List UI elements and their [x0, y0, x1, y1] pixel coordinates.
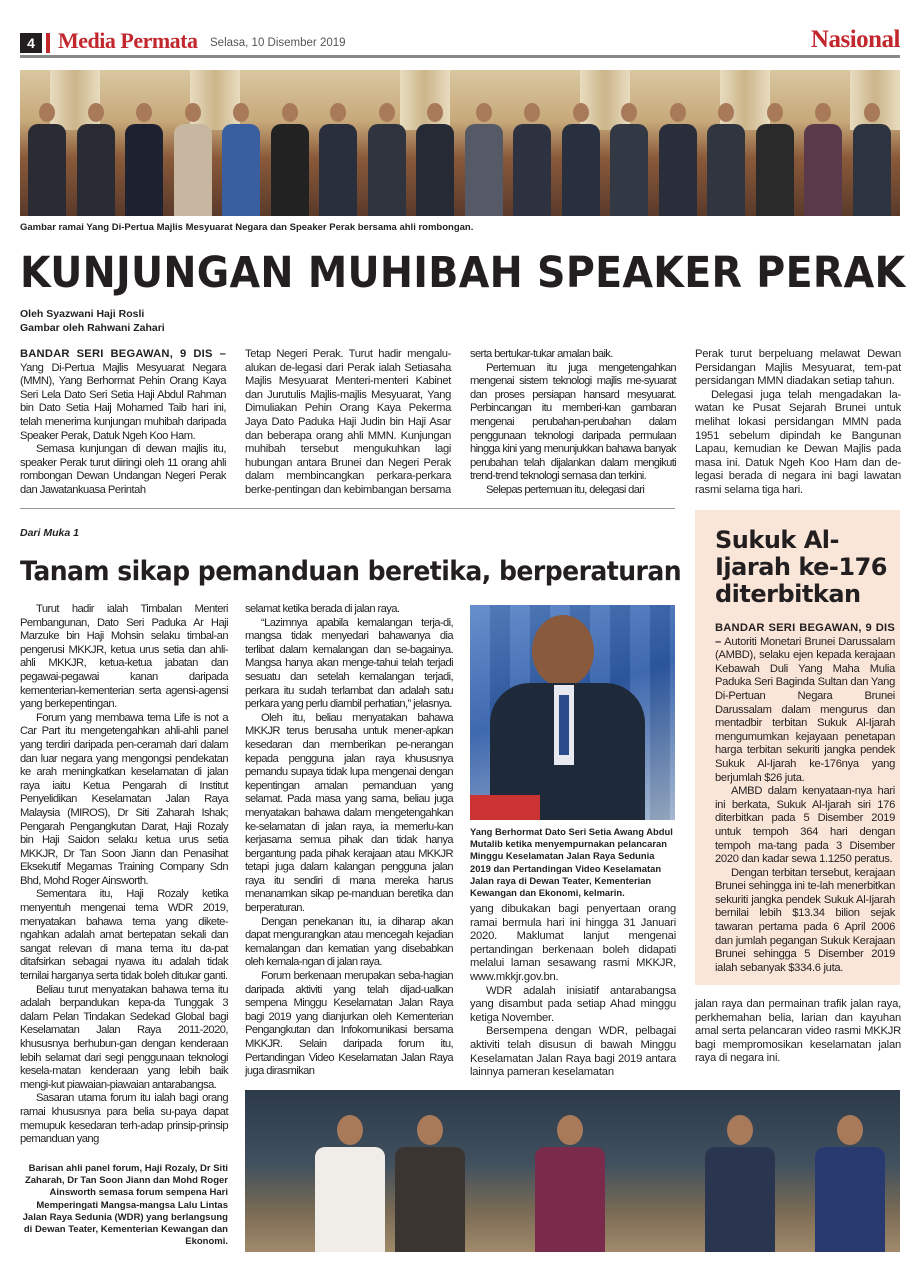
person-figure	[804, 103, 842, 216]
paragraph-text: Turut hadir ialah Timbalan Menteri Pembangunan, Dato Seri Paduka Ar Haji Marzuke bin Haji Mohsin selaku timbal-an pengerusi MKKJR, ketua urus setia dan ahli-ahli MKKJR, ketua-ketua jabatan dan pegawai-pegawai kanan daripada kementerian-kementerian serta agensi-agensi yang berkepentingan.	[20, 603, 228, 711]
byline	[20, 307, 165, 335]
paragraph	[695, 348, 901, 389]
person-figure	[513, 103, 551, 216]
paragraph-text: Sasaran utama forum itu ialah bagi orang ramai khususnya para belia su-paya dapat memupuk kesedaran terh-adap prinsip-prinsip pemanduan yang	[20, 1092, 228, 1146]
paragraph-text: WDR adalah inisiatif antarabangsa yang disambut pada setiap Ahad minggu ketiga November.	[470, 984, 676, 1024]
dateline: BANDAR SERI BEGAWAN, 9 DIS –	[715, 622, 895, 648]
paragraph	[715, 785, 895, 867]
paragraph-text: serta bertukar-tukar amalan baik.	[470, 348, 613, 360]
speaker-photo	[470, 605, 675, 820]
paragraph-text: Delegasi juga telah mengadakan la-watan ke Pusat Sejarah Brunei untuk melihat lokasi persidangan MMN pada 1951 sebelum dipindah ke Bangunan Lapau, kemudian ke Dewan Majlis pada masa ini. Datuk Ngeh Koo Ham dan de-legasi berada di negara ini bagi lawatan rasmi selama tiga hari.	[695, 388, 901, 496]
section-divider	[20, 508, 675, 509]
person-figure	[315, 1115, 385, 1252]
newspaper-name: Media Permata	[58, 28, 198, 53]
person-figure	[562, 103, 600, 216]
paragraph-text: Semasa kunjungan di dewan majlis itu, speaker Perak turut diiringi oleh 11 orang ahli rombongan Dewan Undangan Negeri Perak dan Jawatankuasa Perintah	[20, 443, 226, 496]
paragraph	[715, 622, 895, 785]
paragraph	[245, 348, 451, 498]
person-figure	[77, 103, 115, 216]
paragraph	[245, 712, 453, 916]
group-photo-caption: Gambar ramai Yang Di-Pertua Majlis Mesyuarat Negara dan Speaker Perak bersama ahli rombongan.	[20, 222, 474, 233]
paragraph-text: Dengan terbitan tersebut, kerajaan Brunei sehingga ini te-lah menerbitkan sekuriti jangka pendek Sukuk Al-Ijarah bernilai lebih $13.34 bilion sejak tawaran pertama pada 6 April 2006 dan jumlah pegangan Sukuk Kerajaan Brunei sehingga 5 Disember 2019 ialah sebanyak $334.6 juta.	[715, 866, 895, 974]
second-story-column-4	[695, 998, 901, 1066]
top-story-column-4	[695, 348, 901, 498]
forum-photo-caption: Barisan ahli panel forum, Haji Rozaly, Dr Siti Zaharah, Dr Tan Soon Jiann dan Mohd Roger Ainsworth semasa forum sempena Hari Memperingati Mangsa-mangsa Lalu Lintas Jalan Raya Sedunia (WDR) yang berlangsung di Dewan Teater, Kementerian Kewangan dan Ekonomi.	[22, 1163, 228, 1248]
top-story-column-2	[245, 348, 451, 498]
speaker-head	[532, 615, 594, 687]
paragraph-text: Selepas pertemuan itu, delegasi dari	[486, 483, 645, 496]
person-figure	[465, 103, 503, 216]
paragraph-text: Forum yang membawa tema Life is not a Car Part itu mengetengahkan ahli-ahli panel yang terdiri daripada pen-ceramah dari dalam dan luar negara yang mengongsi pendekatan ke arah meningkatkan keselamatan di jalan raya iaitu Ketua Pengarah di Institut Penyelidikan Keselamatan Jalan Raya Malaysia (MIROS), Dr Siti Zaharah Ishak; Pengarah Pengangkutan Darat, Haji Rozaly bin Haji Saidon selaku ketua urus setia MKKJR, Dr Tan Soon Jiann dan Penasihat Eksekutif Megamas Training Company Sdn Bhd, Mohd Roger Ainsworth.	[20, 711, 228, 887]
paragraph-text: Forum berkenaan merupakan seba-hagian daripada aktiviti yang telah dijad-ualkan sempena Minggu Keselamatan Jalan Raya bagi 2019 yang dianjurkan oleh Kementerian Pengangkutan dan Infokomunikasi bersama MKKJR. Selain daripada forum itu, Pertandingan Video Keselamatan Jalan Raya juga dirasmikan	[245, 970, 453, 1078]
person-figure	[368, 103, 406, 216]
paragraph-text: Perak turut berpeluang melawat Dewan Persidangan Majlis Mesyuarat, tem-pat persidangan MMN diadakan setiap tahun.	[695, 348, 901, 388]
paragraph-text: Beliau turut menyatakan bahawa tema itu adalah berpandukan kepa-da Tunggak 3 dalam Pelan Tindakan Sedekad Global bagi Keselamatan Jalan Raya 2011-2020, khususnya berhubun-gan dengan kenderaan lebih selamat dari segi penggunaan teknologi kesela-matan kenderaan yang lebih baik mengi-kut piawaian-piawaian antarabangsa.	[20, 983, 228, 1091]
paragraph	[245, 603, 453, 617]
paragraph	[470, 1025, 676, 1079]
paragraph-text: Autoriti Monetari Brunei Darussalam (AMBD), selaku ejen kepada kerajaan Kebawah Duli Yang Maha Mulia Paduka Seri Baginda Sultan dan Yang Di-Pertuan Negara Brunei Darussalam dalam mengurus dan mentadbir terbitan Sukuk Al-Ijarah mengumumkan kejayaan penetapan harga terbitan sekuriti jangka pendek Sukuk Al-Ijarah ke-176nya yang berjumlah $26 juta.	[715, 635, 895, 784]
section-name: Nasional	[810, 26, 900, 53]
issue-date: Selasa, 10 Disember 2019	[210, 37, 346, 49]
second-headline: Tanam sikap pemanduan beretika, berperaturan	[20, 556, 682, 587]
person-figure	[756, 103, 794, 216]
paragraph	[20, 603, 228, 712]
paragraph	[470, 903, 676, 985]
person-figure	[707, 103, 745, 216]
main-headline: KUNJUNGAN MUHIBAH SPEAKER PERAK	[20, 248, 906, 298]
top-story-column-1	[20, 348, 226, 498]
person-figure	[815, 1115, 885, 1252]
person-figure	[271, 103, 309, 216]
paragraph	[715, 867, 895, 976]
paragraph-text: Pertemuan itu juga mengetengahkan mengenai sistem teknologi majlis me-syuarat dan proses persiapan hansard mesyuarat. Perbincangan itu memberi-kan gambaran mengenai perubahan-perubahan dalam penggunaan teknologi daripada permulaan hingga kini yang menunjukkan bahawa banyak perubahan telah dijalankan dalam mengikuti trend-trend teknologi semasa dan terkini.	[470, 361, 676, 483]
person-figure	[174, 103, 212, 216]
paragraph-text: Tetap Negeri Perak. Turut hadir mengalu-alukan de-legasi dari Perak ialah Setiasaha Majlis Mesyuarat Menteri-menteri Kabinet dan Jurutulis Majlis-majlis Mesyuarat, Yang Dimuliakan Pehin Orang Kaya Pekerma Jaya Dato Paduka Haji Judin bin Haji Asar dan beberapa orang ahli MMN. Kunjungan muhibah tersebut mengukuhkan lagi hubungan antara Brunei dan Negeri Perak dalam membincangkan perkara-perkara berke-pentingan dan kebimbangan bersama	[245, 348, 451, 496]
person-figure	[610, 103, 648, 216]
kicker: Dari Muka 1	[20, 527, 79, 539]
paragraph-text: Bersempena dengan WDR, pelbagai aktiviti telah disusun di bawah Minggu Keselamatan Jalan Raya bagi 2019 antara lainnya pameran keselamatan	[470, 1025, 676, 1079]
group-photo	[20, 70, 900, 216]
person-figure	[853, 103, 891, 216]
paragraph	[470, 985, 676, 1026]
paragraph	[470, 348, 676, 362]
person-figure	[28, 103, 66, 216]
person-figure	[319, 103, 357, 216]
person-figure	[125, 103, 163, 216]
paragraph	[245, 617, 453, 712]
masthead-rule	[20, 55, 900, 58]
paragraph	[20, 888, 228, 983]
paragraph	[245, 916, 453, 970]
paragraph	[695, 389, 901, 498]
paragraph	[20, 712, 228, 889]
paragraph-text: Sementara itu, Haji Rozaly ketika menyentuh mengenai tema WDR 2019, menyatakan bahawa tema yang dikete-ngahkan adalah amat bertepatan sekali dan sangat relevan di mana tema itu da-pat ditafsirkan sebagai nyawa itu adalah tidak ternilai harganya serta tidak boleh ditukar ganti.	[20, 888, 228, 983]
person-figure	[222, 103, 260, 216]
paragraph	[245, 970, 453, 1079]
byline-photographer: Gambar oleh Rahwani Zahari	[20, 322, 165, 334]
paragraph	[20, 443, 226, 497]
second-story-column-3	[470, 903, 676, 1080]
dateline: BANDAR SERI BEGAWAN, 9 DIS –	[20, 348, 226, 360]
paragraph-text: jalan raya dan permainan trafik jalan raya, perkhemahan belia, larian dan kayuhan amal serta pelancaran video rasmi MKKJR bagi mempromosikan keselamatan jalan raya di negara ini.	[695, 998, 901, 1065]
sidebar-headline: Sukuk Al-Ijarah ke-176 diterbitkan	[715, 526, 887, 608]
paragraph-text: “Lazimnya apabila kemalangan terja-di, mangsa tidak menyedari bahawanya dia terlibat dalam kemalangan dan se-bagainya. Mangsa hanya akan menge-tahui telah terjadi sesuatu dan setelah kemalangan terjadi, perkara itu sudah terlambat dan adalah satu perkara yang perlu diambil perhatian,” jelasnya.	[245, 616, 453, 711]
person-figure	[705, 1115, 775, 1252]
paragraph	[470, 362, 676, 484]
masthead-divider	[46, 33, 50, 53]
paragraph	[695, 998, 901, 1066]
paragraph-text: yang dibukakan bagi penyertaan orang ramai bermula hari ini hingga 31 Januari 2020. Maklumat lanjut mengenai pertandingan berkenaan boleh didapati melalui laman sesawang rasmi MKKJR, www.mkkjr.gov.bn.	[470, 903, 676, 983]
speaker-photo-caption: Yang Berhormat Dato Seri Setia Awang Abdul Mutalib ketika menyempurnakan pelancaran Minggu Keselamatan Jalan Raya Sedunia 2019 dan Pertandingan Video Keselamatan Jalan raya di Dewan Teater, Kementerian Kewangan dan Ekonomi, kelmarin.	[470, 826, 673, 899]
person-figure	[395, 1115, 465, 1252]
speaker-tie	[559, 695, 569, 755]
podium	[470, 795, 540, 820]
forum-panel-photo	[245, 1090, 900, 1252]
paragraph-text: AMBD dalam kenyataan-nya hari ini berkata, Sukuk Al-Ijarah siri 176 diterbitkan pada 5 Disember 2019 untuk tempoh 364 hari dengan tempoh ma-tang pada 3 Disember 2020 dan kadar sewa 1.1250 peratus.	[715, 785, 895, 866]
second-story-column-2	[245, 603, 453, 1079]
person-figure	[416, 103, 454, 216]
sidebar-story-text	[715, 622, 895, 975]
paragraph	[470, 484, 676, 498]
top-story-column-3	[470, 348, 676, 498]
paragraph-text: selamat ketika berada di jalan raya.	[245, 603, 400, 615]
second-story-column-1	[20, 603, 228, 1147]
paragraph	[20, 984, 228, 1093]
paragraph-text: Yang Di-Pertua Majlis Mesyuarat Negara (MMN), Yang Berhormat Pehin Orang Kaya Seri Lela Dato Seri Setia Haji Abdul Rahman bin Dato Setia Haij Mohamed Taib hari ini, telah menerima kunjungan muhibah daripada Speaker Perak, Datuk Ngeh Koo Ham.	[20, 361, 226, 442]
paragraph	[20, 348, 226, 443]
paragraph-text: Dengan penekanan itu, ia diharap akan dapat mengurangkan atau mencegah kejadian kemalangan dan kematian yang disebabkan oleh kemala-ngan di jalan raya.	[245, 915, 453, 969]
byline-author: Oleh Syazwani Haji Rosli	[20, 308, 145, 320]
person-figure	[659, 103, 697, 216]
paragraph-text: Oleh itu, beliau menyatakan bahawa MKKJR terus berusaha untuk mener-apkan kesedaran dan memberikan pe-nerangan kepada pengguna jalan raya khususnya pemandu supaya tidak lupa mengenai dengan kepentingan amalan pemanduan yang selamat. Pada masa yang sama, beliau juga menyatakan bahawa dalam mengetengahkan ke-selamatan di jalan raya, ia memerlu-kan kerjasama semua pihak dan tidak hanya bergantung pada pihak kerajaan atau MKKJR tetapi juga dalam kalangan pengguna jalan raya itu sendiri di mana mereka harus menanamkan sikap pe-manduan beretika dan berperaturan.	[245, 711, 453, 915]
paragraph	[20, 1092, 228, 1146]
person-figure	[535, 1115, 605, 1252]
page-number: 4	[20, 33, 42, 53]
